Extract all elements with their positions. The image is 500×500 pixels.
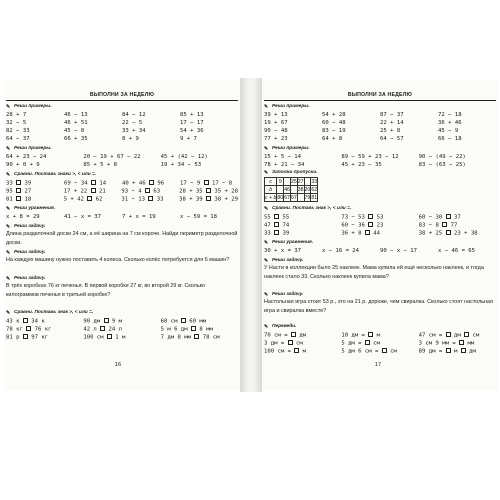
answer-box <box>446 214 451 219</box>
compare-row: 55 55 73 − 53 53 60 − 30 37 <box>264 214 461 221</box>
answer-box <box>107 334 112 339</box>
pencil-icon: ✎ <box>264 239 269 246</box>
exercise-title: ✎ Реши примеры. <box>6 145 52 152</box>
answer-box <box>365 340 370 345</box>
word-problem: Настольная игра стоит 53 р., это на 21 р. дороже, чем свиралка. Сколько стоят настольная игра и свиралка вместе? <box>264 299 493 314</box>
exercise-title: ✎ Реши уравнения. <box>6 205 56 212</box>
exercise-title: ✎ Реши задачу. <box>6 223 46 230</box>
pencil-icon: ✎ <box>6 309 11 316</box>
answer-box <box>149 180 154 185</box>
answer-box <box>288 340 293 345</box>
example-row: 77 + 23 64 + 8 64 − 57 66 − 18 <box>264 136 462 142</box>
equation-row: 30 + x = 37 x − 16 = 24 90 − x − 17 x − 46 = 65 <box>264 248 476 254</box>
answer-box <box>194 334 199 339</box>
book-gutter <box>240 78 262 392</box>
table-row: c + b 80 67 67 79 81 <box>265 194 318 201</box>
exercise-title: ✎ Сравни. Поставь знак >, < или =. <box>6 309 94 316</box>
compare-row: 81 18 5 + 42 62 31 − 13 33 38 + 39 38 + 29 <box>6 196 238 203</box>
answer-box <box>446 348 451 353</box>
example-row: 64 + 23 − 24 20 − 19 + 67 − 22 45 + (42 − 12) <box>6 154 208 160</box>
exercise-title: ✎ Сравни. Поставь знак >, < или =. <box>264 205 352 212</box>
page-number: 17 <box>374 362 382 368</box>
word-problem: В трёх коробках 76 кг печенья. В первой коробке 27 кг, во второй 29 кг. Сколько килограммов печенья в третьей коробке? <box>6 283 206 298</box>
compare-row: 81 р 97 кг 100 см 1 м 7 дм 8 мм 78 см <box>6 334 220 341</box>
pencil-icon: ✎ <box>6 205 11 212</box>
answer-box <box>382 348 387 353</box>
answer-box <box>16 180 21 185</box>
exercise-title: ✎ Реши задачу. <box>264 257 304 264</box>
answer-box <box>206 188 211 193</box>
answer-box <box>368 222 373 227</box>
pencil-icon: ✎ <box>264 145 269 152</box>
page-header: ВЫПОЛНИ ЗА НЕДЕЛЮ <box>347 92 413 98</box>
pencil-icon: ✎ <box>6 223 11 230</box>
answer-box <box>191 326 196 331</box>
example-row: 15 + 5 − 14 89 − 59 + 23 − 12 90 − (49 − 22) <box>264 154 466 160</box>
convert-row: 3 дм = см 5 дм = см 3 см 9 мм = мм <box>264 340 475 347</box>
answer-box <box>461 348 466 353</box>
answer-box <box>23 318 28 323</box>
pencil-icon: ✎ <box>264 205 269 212</box>
example-row: 90 + 0 + 9 85 + 5 + 8 19 + 34 − 53 <box>6 162 202 168</box>
answer-box <box>16 196 21 201</box>
answer-box <box>274 230 279 235</box>
answer-box <box>23 334 28 339</box>
answer-box <box>442 222 447 227</box>
answer-box <box>464 332 469 337</box>
word-problem: Длина разделочной доски 24 см, а её ширина на 7 см короче. Найди периметр разделочной доски. <box>6 231 238 246</box>
page-header: ВЫПОЛНИ ЗА НЕДЕЛЮ <box>89 92 155 98</box>
convert-row: 70 см = дм 10 дм = м 47 см = дм см <box>264 332 480 339</box>
answer-box <box>148 196 153 201</box>
right-page <box>262 80 498 390</box>
pencil-icon: ✎ <box>264 169 269 176</box>
answer-box <box>91 188 96 193</box>
answer-box <box>87 196 92 201</box>
answer-box <box>16 188 21 193</box>
example-row: 39 + 13 54 + 28 87 − 37 72 − 18 <box>264 112 462 118</box>
pencil-icon: ✎ <box>264 323 269 330</box>
exercise-title: ✎ Реши примеры. <box>6 103 52 110</box>
compare-row: 78 кг 76 кг 42 л 24 л 5 м 6 дм 8 мм <box>6 326 213 333</box>
table-row: b 46 38 20 62 <box>265 186 318 194</box>
exercise-title: ✎ Переведи. <box>264 323 297 330</box>
example-row: 28 + 7 46 − 13 84 − 12 85 + 13 <box>6 112 204 118</box>
answer-box <box>204 180 209 185</box>
answer-box <box>181 318 186 323</box>
answer-box <box>274 214 279 219</box>
header-rule <box>6 100 238 101</box>
exercise-title: ✎ Сравни. Поставь знаки >, < или =. <box>6 171 97 178</box>
answer-box <box>91 180 96 185</box>
pencil-icon: ✎ <box>6 249 11 256</box>
example-row: 90 − 48 83 − 19 25 + 8 45 − 9 <box>264 128 459 134</box>
exercise-title: ✎ Реши задачу. <box>264 291 304 298</box>
pencil-icon: ✎ <box>264 257 269 264</box>
answer-box <box>446 230 451 235</box>
answer-box <box>145 188 150 193</box>
example-row: 32 − 5 46 + 51 22 − 5 17 − 17 <box>6 120 204 126</box>
exercise-title: ✎ Реши примеры. <box>264 103 310 110</box>
word-problem: У Насти в коллекции было 25 наклеек. Мама купила ей ещё несколько наклеек, и тогда наклеек стало 33. Сколько наклеек купила мама? <box>264 265 484 280</box>
example-row: 78 + 21 − 34 45 + 23 − 35 83 − (63 − 25) <box>264 162 466 168</box>
equation-row: x + 8 = 29 41 − x = 37 7 + x = 19 x − 59 = 18 <box>6 214 218 220</box>
exercise-title: ✎ Реши задачу. <box>6 275 46 282</box>
answer-box <box>368 214 373 219</box>
pencil-icon: ✎ <box>6 145 11 152</box>
word-problem: На каждую машину нужно поставить 4 колеса. Сколько колёс потребуется для 6 машин? <box>6 257 230 263</box>
pencil-icon: ✎ <box>264 291 269 298</box>
pencil-icon: ✎ <box>264 103 269 110</box>
answer-box <box>206 196 211 201</box>
answer-box <box>274 222 279 227</box>
pencil-icon: ✎ <box>6 171 11 178</box>
answer-box <box>294 348 299 353</box>
exercise-title: ✎ Реши примеры. <box>264 145 310 152</box>
answer-box <box>100 326 105 331</box>
example-row: 19 + 67 60 − 48 22 + 14 36 + 46 <box>264 120 462 126</box>
header-rule <box>264 100 496 101</box>
exercise-title: ✎ Реши задачу. <box>6 249 46 256</box>
compare-row: 33 39 69 − 34 14 40 + 46 96 17 − 9 17 − 8 <box>6 180 233 187</box>
pencil-icon: ✎ <box>6 275 11 282</box>
compare-row: 95 27 17 + 22 21 93 − 4 63 28 + 35 35 + 28 <box>6 188 238 195</box>
compare-row: 47 74 60 − 36 23 83 − 8 77 <box>264 222 458 229</box>
answer-box <box>459 340 464 345</box>
table-row: c 9 25 27 33 <box>265 178 318 186</box>
answer-box <box>368 332 373 337</box>
page-number: 16 <box>114 362 122 368</box>
example-row: 82 − 33 45 − 8 33 + 34 54 + 36 <box>6 128 204 134</box>
left-page <box>4 80 240 390</box>
exercise-title: ✎ Заполни пропуски. <box>264 169 318 176</box>
answer-box <box>26 326 31 331</box>
compare-row: 43 к 34 к 90 дм 9 м 60 см 60 мм <box>6 318 207 325</box>
answer-box <box>446 332 451 337</box>
answer-box <box>365 230 370 235</box>
exercise-title: ✎ Реши уравнения. <box>264 239 314 246</box>
compare-row: 33 39 36 + 8 44 38 + 25 23 + 38 <box>264 230 478 237</box>
pencil-icon: ✎ <box>6 103 11 110</box>
convert-row: 100 см = м 5 дм 6 см = см 89 дм = м дм <box>264 348 476 355</box>
fill-in-table <box>264 177 318 202</box>
answer-box <box>291 332 296 337</box>
answer-box <box>104 318 109 323</box>
example-row: 64 − 37 66 + 35 8 + 9 9 + 7 <box>6 136 197 142</box>
